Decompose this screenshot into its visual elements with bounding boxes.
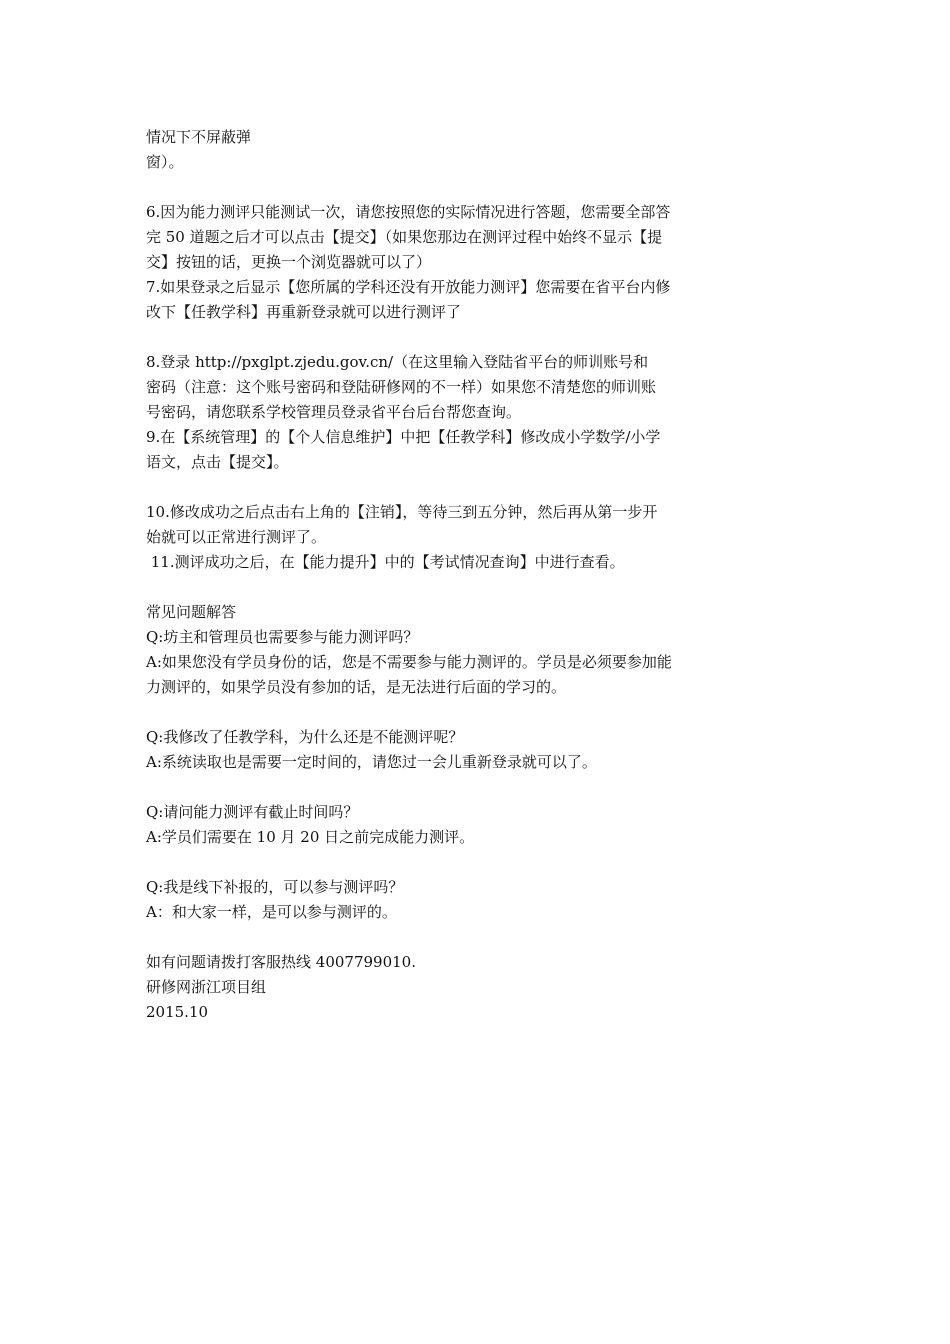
step8-line-2: 密码（注意：这个账号密码和登陆研修网的不一样）如果您不清楚您的师训账: [146, 378, 657, 396]
faq-question-4: Q:我是线下补报的，可以参与测评吗？: [146, 878, 404, 896]
faq-answer-1-line-1: A:如果您没有学员身份的话，您是不需要参与能力测评的。学员是必须要参加能: [146, 653, 672, 671]
footer-hotline: 如有问题请拨打客服热线 4007799010.: [146, 953, 416, 971]
paragraph-gap: [146, 850, 746, 875]
faq-answer-3: A:学员们需要在 10 月 20 日之前完成能力测评。: [146, 828, 475, 846]
paragraph-gap: [146, 475, 746, 500]
intro-line-1: 情况下不屏蔽弹: [146, 128, 252, 146]
step6-line-2: 完 50 道题之后才可以点击【提交】（如果您那边在测评过程中始终不显示【提: [146, 228, 663, 246]
step9-line-2: 语文，点击【提交】。: [146, 453, 289, 471]
paragraph-gap: [146, 175, 746, 200]
paragraph-gap: [146, 925, 746, 950]
footer-organization: 研修网浙江项目组: [146, 978, 267, 996]
step6-line-1: 6.因为能力测评只能测试一次，请您按照您的实际情况进行答题，您需要全部答: [146, 203, 671, 221]
faq-question-1: Q:坊主和管理员也需要参与能力测评吗？: [146, 628, 419, 646]
intro-line-2: 窗）。: [146, 153, 184, 171]
footer-date: 2015.10: [146, 1003, 209, 1021]
paragraph-gap: [146, 325, 746, 350]
document-body: [146, 125, 746, 1025]
step9-line-1: 9.在【系统管理】的【个人信息维护】中把【任教学科】修改成小学数学/小学: [146, 428, 661, 446]
step8-line-3: 号密码，请您联系学校管理员登录省平台后台帮您查询。: [146, 403, 522, 421]
paragraph-gap: [146, 700, 746, 725]
faq-heading: 常见问题解答: [146, 603, 237, 621]
faq-question-2: Q:我修改了任教学科，为什么还是不能测评呢？: [146, 728, 464, 746]
step10-line-1: 10.修改成功之后点击右上角的【注销】，等待三到五分钟，然后再从第一步开: [146, 503, 658, 521]
faq-answer-4: A：和大家一样，是可以参与测评的。: [146, 903, 397, 921]
step6-line-3: 交】按钮的话，更换一个浏览器就可以了）: [146, 253, 432, 271]
paragraph-gap: [146, 575, 746, 600]
step8-line-1: 8.登录 http://pxglpt.zjedu.gov.cn/（在这里输入登陆省平台的师训账号和: [146, 353, 649, 371]
faq-answer-2: A:系统读取也是需要一定时间的，请您过一会儿重新登录就可以了。: [146, 753, 597, 771]
step11-line: 11.测评成功之后，在【能力提升】中的【考试情况查询】中进行查看。: [146, 553, 625, 571]
step7-line-1: 7.如果登录之后显示【您所属的学科还没有开放能力测评】您需要在省平台内修: [146, 278, 671, 296]
faq-question-3: Q:请问能力测评有截止时间吗？: [146, 803, 359, 821]
step7-line-2: 改下【任教学科】再重新登录就可以进行测评了: [146, 303, 462, 321]
faq-answer-1-line-2: 力测评的，如果学员没有参加的话，是无法进行后面的学习的。: [146, 678, 567, 696]
paragraph-gap: [146, 775, 746, 800]
step10-line-2: 始就可以正常进行测评了。: [146, 528, 327, 546]
